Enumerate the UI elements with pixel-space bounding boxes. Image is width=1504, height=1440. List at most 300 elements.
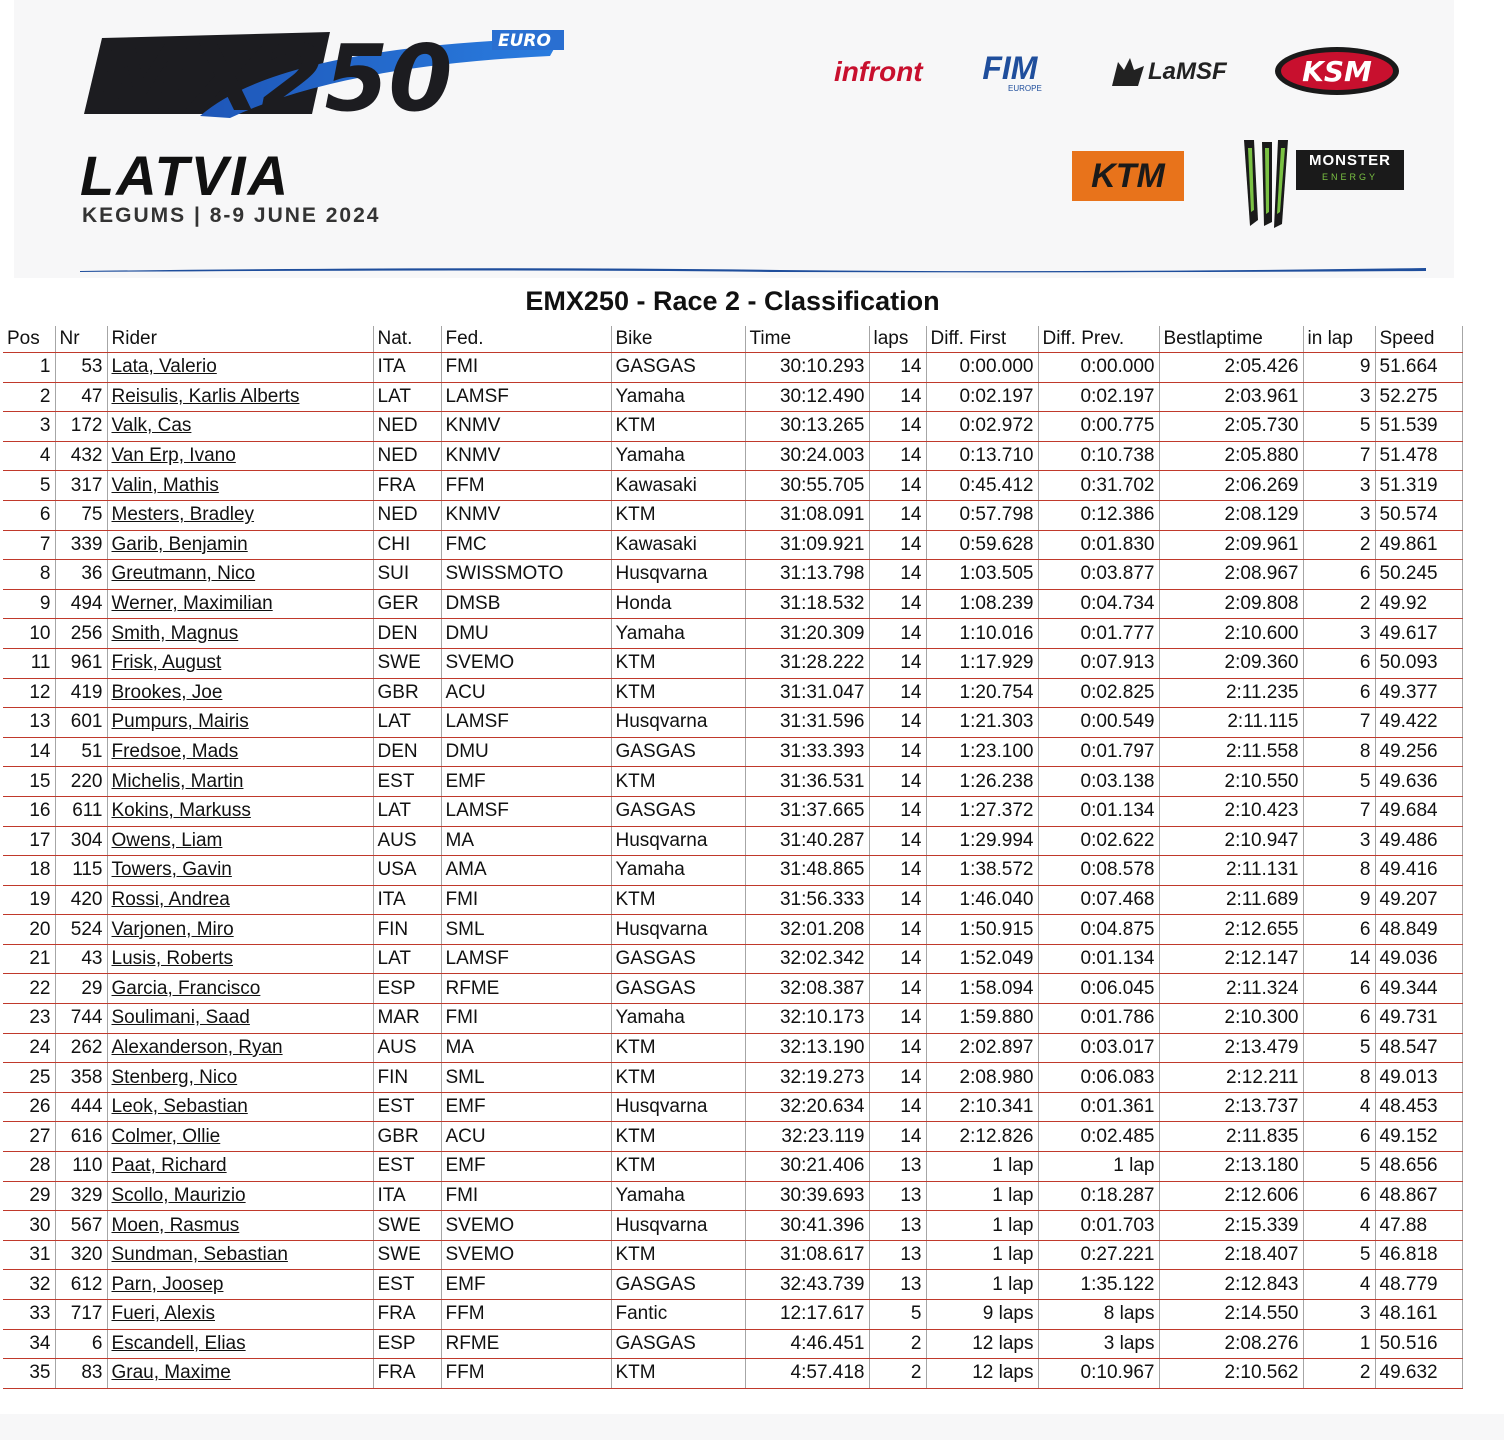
bike-cell: KTM [611,1152,745,1182]
rider-link[interactable]: Parn, Joosep [111,1273,224,1295]
nat-cell: ITA [373,1181,441,1211]
nat-cell: LAT [373,944,441,974]
bestlaptime-cell: 2:13.737 [1159,1092,1303,1122]
table-row [3,1359,1462,1389]
fed-cell: EMF [441,1270,611,1300]
pos-cell: 15 [3,767,55,797]
speed-cell: 47.88 [1375,1211,1462,1241]
pos-cell: 25 [3,1063,55,1093]
diff-first-cell: 1 lap [926,1211,1038,1241]
in-lap-cell: 6 [1303,648,1375,678]
rider-link[interactable]: Van Erp, Ivano [111,445,236,467]
bestlaptime-cell: 2:10.562 [1159,1359,1303,1389]
rider-link[interactable]: Brookes, Joe [111,681,223,703]
time-cell: 31:37.665 [745,796,869,826]
in-lap-cell: 7 [1303,441,1375,471]
bike-cell: KTM [611,412,745,442]
laps-cell: 14 [869,885,926,915]
nat-cell: ITA [373,353,441,383]
fed-cell: KNMV [441,500,611,530]
pos-cell: 28 [3,1152,55,1182]
bike-cell: Husqvarna [611,708,745,738]
nat-cell: FRA [373,471,441,501]
diff-first-cell: 1:58.094 [926,974,1038,1004]
pos-cell: 9 [3,589,55,619]
nr-cell: 420 [55,885,107,915]
table-row [3,826,1462,856]
fed-cell: LAMSF [441,944,611,974]
bike-cell: Kawasaki [611,530,745,560]
diff-first-cell: 1:17.929 [926,648,1038,678]
nat-cell: LAT [373,382,441,412]
rider-link[interactable]: Valin, Mathis [111,474,219,496]
bestlaptime-cell: 2:10.600 [1159,619,1303,649]
diff-prev-cell: 0:01.797 [1038,737,1159,767]
rider-link[interactable]: Mesters, Bradley [111,504,255,526]
sponsor-ksm-logo [1272,44,1402,98]
diff-prev-cell: 0:31.702 [1038,471,1159,501]
lion-icon [1110,56,1146,88]
time-cell: 30:21.406 [745,1152,869,1182]
fed-cell: FMI [441,1004,611,1034]
time-cell: 31:40.287 [745,826,869,856]
nat-cell: FIN [373,915,441,945]
time-cell: 32:13.190 [745,1033,869,1063]
rider-cell [107,412,373,442]
table-row [3,1329,1462,1359]
table-row [3,441,1462,471]
diff-prev-cell: 0:27.221 [1038,1240,1159,1270]
diff-prev-cell: 0:06.045 [1038,974,1159,1004]
fed-cell: RFME [441,1329,611,1359]
rider-link[interactable]: Owens, Liam [111,829,223,851]
fed-cell: MA [441,826,611,856]
nat-cell: FRA [373,1359,441,1389]
bike-cell: Husqvarna [611,560,745,590]
table-row [3,1004,1462,1034]
nr-cell: 256 [55,619,107,649]
diff-prev-cell: 0:08.578 [1038,856,1159,886]
speed-cell: 49.377 [1375,678,1462,708]
nat-cell: AUS [373,826,441,856]
pos-cell: 2 [3,382,55,412]
laps-cell: 2 [869,1329,926,1359]
rider-cell [107,1063,373,1093]
diff-prev-cell: 0:01.134 [1038,944,1159,974]
pos-cell: 31 [3,1240,55,1270]
speed-cell: 49.92 [1375,589,1462,619]
bike-cell: Husqvarna [611,1211,745,1241]
in-lap-cell: 3 [1303,1300,1375,1330]
in-lap-cell: 9 [1303,885,1375,915]
rider-link[interactable]: Reisulis, Karlis Alberts [111,385,300,407]
pos-cell: 16 [3,796,55,826]
nr-cell: 317 [55,471,107,501]
diff-first-cell: 12 laps [926,1329,1038,1359]
in-lap-cell: 4 [1303,1092,1375,1122]
table-row [3,589,1462,619]
table-row [3,915,1462,945]
rider-link[interactable]: Towers, Gavin [111,859,232,881]
bestlaptime-cell: 2:11.115 [1159,708,1303,738]
table-row [3,796,1462,826]
pos-cell: 7 [3,530,55,560]
bike-cell: KTM [611,1122,745,1152]
bike-cell: Yamaha [611,382,745,412]
nr-cell: 444 [55,1092,107,1122]
table-row [3,1152,1462,1182]
pos-cell: 32 [3,1270,55,1300]
bike-cell: GASGAS [611,974,745,1004]
time-cell: 31:28.222 [745,648,869,678]
table-row [3,1181,1462,1211]
bestlaptime-cell: 2:06.269 [1159,471,1303,501]
diff-prev-cell: 0:04.734 [1038,589,1159,619]
bike-cell: Yamaha [611,619,745,649]
nat-cell: DEN [373,737,441,767]
fed-cell: SVEMO [441,1240,611,1270]
diff-first-cell: 1:50.915 [926,915,1038,945]
in-lap-cell: 3 [1303,826,1375,856]
rider-link[interactable]: Soulimani, Saad [111,1007,250,1029]
time-cell: 30:12.490 [745,382,869,412]
rider-link[interactable]: Sundman, Sebastian [111,1244,288,1266]
in-lap-cell: 5 [1303,1240,1375,1270]
table-row [3,353,1462,383]
fed-cell: KNMV [441,441,611,471]
time-cell: 30:39.693 [745,1181,869,1211]
diff-prev-cell: 0:06.083 [1038,1063,1159,1093]
rider-link[interactable]: Kokins, Markuss [111,800,251,822]
time-cell: 31:31.047 [745,678,869,708]
bestlaptime-cell: 2:09.360 [1159,648,1303,678]
laps-cell: 14 [869,530,926,560]
mx250-logo [80,26,570,146]
speed-cell: 49.636 [1375,767,1462,797]
bestlaptime-cell: 2:13.180 [1159,1152,1303,1182]
col-nat: Nat. [373,326,441,353]
bike-cell: Yamaha [611,1181,745,1211]
pos-cell: 11 [3,648,55,678]
nr-cell: 262 [55,1033,107,1063]
monster-name: MONSTER [1309,152,1391,169]
table-row [3,1270,1462,1300]
nat-cell: DEN [373,619,441,649]
diff-prev-cell: 0:00.549 [1038,708,1159,738]
table-row [3,382,1462,412]
laps-cell: 13 [869,1211,926,1241]
rider-link[interactable]: Colmer, Ollie [111,1125,221,1147]
laps-cell: 13 [869,1270,926,1300]
speed-cell: 49.256 [1375,737,1462,767]
rider-cell [107,1152,373,1182]
pos-cell: 6 [3,500,55,530]
rider-cell [107,1004,373,1034]
bike-cell: KTM [611,1240,745,1270]
rider-link[interactable]: Werner, Maximilian [111,593,273,615]
nat-cell: USA [373,856,441,886]
fed-cell: AMA [441,856,611,886]
nr-cell: 494 [55,589,107,619]
speed-cell: 48.849 [1375,915,1462,945]
nr-cell: 110 [55,1152,107,1182]
rider-cell [107,500,373,530]
rider-link[interactable]: Rossi, Andrea [111,888,230,910]
bike-cell: Honda [611,589,745,619]
laps-cell: 14 [869,353,926,383]
speed-cell: 49.617 [1375,619,1462,649]
bike-cell: Husqvarna [611,915,745,945]
bestlaptime-cell: 2:11.324 [1159,974,1303,1004]
rider-cell [107,441,373,471]
col-bike: Bike [611,326,745,353]
rider-link[interactable]: Pumpurs, Mairis [111,711,249,733]
speed-cell: 48.656 [1375,1152,1462,1182]
time-cell: 30:41.396 [745,1211,869,1241]
laps-cell: 14 [869,708,926,738]
nat-cell: ESP [373,974,441,1004]
speed-cell: 48.867 [1375,1181,1462,1211]
in-lap-cell: 1 [1303,1329,1375,1359]
rider-cell [107,737,373,767]
table-row [3,1211,1462,1241]
time-cell: 31:13.798 [745,560,869,590]
diff-first-cell: 1:23.100 [926,737,1038,767]
rider-link[interactable]: Varjonen, Miro [111,918,234,940]
pos-cell: 24 [3,1033,55,1063]
page-title: EMX250 - Race 2 - Classification [525,286,940,316]
rider-cell [107,915,373,945]
bestlaptime-cell: 2:03.961 [1159,382,1303,412]
rider-link[interactable]: Smith, Magnus [111,622,239,644]
pos-cell: 14 [3,737,55,767]
fed-cell: MA [441,1033,611,1063]
speed-cell: 48.547 [1375,1033,1462,1063]
rider-link[interactable]: Frisk, August [111,652,222,674]
rider-cell [107,1300,373,1330]
table-row [3,944,1462,974]
nat-cell: EST [373,1152,441,1182]
in-lap-cell: 2 [1303,1359,1375,1389]
bike-cell: GASGAS [611,1329,745,1359]
laps-cell: 13 [869,1181,926,1211]
speed-cell: 51.664 [1375,353,1462,383]
rider-link[interactable]: Garib, Benjamin [111,533,248,555]
rider-cell [107,796,373,826]
fed-cell: DMU [441,619,611,649]
laps-cell: 14 [869,471,926,501]
in-lap-cell: 2 [1303,589,1375,619]
pos-cell: 23 [3,1004,55,1034]
fed-cell: RFME [441,974,611,1004]
time-cell: 4:57.418 [745,1359,869,1389]
diff-prev-cell: 0:10.967 [1038,1359,1159,1389]
diff-first-cell: 1:27.372 [926,796,1038,826]
rider-cell [107,648,373,678]
time-cell: 32:20.634 [745,1092,869,1122]
speed-cell: 49.684 [1375,796,1462,826]
in-lap-cell: 6 [1303,1122,1375,1152]
speed-cell: 50.245 [1375,560,1462,590]
diff-first-cell: 1 lap [926,1152,1038,1182]
diff-first-cell: 1:26.238 [926,767,1038,797]
in-lap-cell: 6 [1303,974,1375,1004]
laps-cell: 13 [869,1152,926,1182]
nat-cell: SWE [373,648,441,678]
diff-prev-cell: 0:01.134 [1038,796,1159,826]
table-row [3,974,1462,1004]
fed-cell: LAMSF [441,796,611,826]
diff-first-cell: 1:52.049 [926,944,1038,974]
rider-cell [107,1122,373,1152]
bike-cell: Husqvarna [611,826,745,856]
bike-cell: KTM [611,648,745,678]
in-lap-cell: 8 [1303,737,1375,767]
rider-link[interactable]: Stenberg, Nico [111,1066,238,1088]
col-fed: Fed. [441,326,611,353]
diff-first-cell: 1 lap [926,1181,1038,1211]
diff-prev-cell: 0:01.361 [1038,1092,1159,1122]
rider-link[interactable]: Michelis, Martin [111,770,244,792]
table-header-row [3,326,1462,353]
rider-link[interactable]: Fredsoe, Mads [111,741,239,763]
rider-cell [107,619,373,649]
fed-cell: SML [441,1063,611,1093]
laps-cell: 14 [869,796,926,826]
time-cell: 31:33.393 [745,737,869,767]
col-nr: Nr [55,326,107,353]
rider-link[interactable]: Paat, Richard [111,1155,227,1177]
pos-cell: 12 [3,678,55,708]
bike-cell: KTM [611,678,745,708]
fim-sub: EUROPE [1008,84,1042,93]
table-row [3,708,1462,738]
rider-cell [107,944,373,974]
diff-first-cell: 12 laps [926,1359,1038,1389]
bestlaptime-cell: 2:12.147 [1159,944,1303,974]
pos-cell: 34 [3,1329,55,1359]
bike-cell: Yamaha [611,441,745,471]
bestlaptime-cell: 2:09.808 [1159,589,1303,619]
bestlaptime-cell: 2:18.407 [1159,1240,1303,1270]
nat-cell: EST [373,1092,441,1122]
table-row [3,500,1462,530]
bestlaptime-cell: 2:05.426 [1159,353,1303,383]
fed-cell: KNMV [441,412,611,442]
pos-cell: 10 [3,619,55,649]
ksm-name: KSM [1302,55,1372,88]
bestlaptime-cell: 2:12.211 [1159,1063,1303,1093]
laps-cell: 14 [869,441,926,471]
diff-first-cell: 1:38.572 [926,856,1038,886]
pos-cell: 33 [3,1300,55,1330]
rider-link[interactable]: Grau, Maxime [111,1362,231,1384]
fed-cell: SVEMO [441,648,611,678]
rider-link[interactable]: Fueri, Alexis [111,1303,215,1325]
time-cell: 4:46.451 [745,1329,869,1359]
rider-link[interactable]: Alexanderson, Ryan [111,1036,283,1058]
rider-link[interactable]: Valk, Cas [111,415,192,437]
diff-prev-cell: 0:02.485 [1038,1122,1159,1152]
bestlaptime-cell: 2:12.655 [1159,915,1303,945]
event-venue: KEGUMS | 8-9 JUNE 2024 [82,204,381,227]
in-lap-cell: 4 [1303,1270,1375,1300]
table-row [3,471,1462,501]
diff-first-cell: 1:46.040 [926,885,1038,915]
bestlaptime-cell: 2:05.880 [1159,441,1303,471]
rider-link[interactable]: Escandell, Elias [111,1332,246,1354]
rider-link[interactable]: Greutmann, Nico [111,563,256,585]
diff-prev-cell: 0:01.786 [1038,1004,1159,1034]
nr-cell: 75 [55,500,107,530]
time-cell: 31:31.596 [745,708,869,738]
rider-link[interactable]: Scollo, Maurizio [111,1184,246,1206]
nr-cell: 43 [55,944,107,974]
pos-cell: 8 [3,560,55,590]
rider-link[interactable]: Leok, Sebastian [111,1096,248,1118]
speed-cell: 49.416 [1375,856,1462,886]
laps-cell: 14 [869,619,926,649]
rider-link[interactable]: Garcia, Francisco [111,977,261,999]
bestlaptime-cell: 2:11.558 [1159,737,1303,767]
time-cell: 31:18.532 [745,589,869,619]
fed-cell: FMI [441,353,611,383]
fed-cell: EMF [441,1092,611,1122]
nat-cell: LAT [373,796,441,826]
laps-cell: 14 [869,1033,926,1063]
diff-prev-cell: 0:10.738 [1038,441,1159,471]
laps-cell: 14 [869,1063,926,1093]
nr-cell: 83 [55,1359,107,1389]
rider-cell [107,471,373,501]
bike-cell: KTM [611,885,745,915]
nat-cell: SUI [373,560,441,590]
nr-cell: 47 [55,382,107,412]
rider-cell [107,1329,373,1359]
bestlaptime-cell: 2:15.339 [1159,1211,1303,1241]
logo-text: MX250 [98,26,453,132]
table-row [3,1122,1462,1152]
rider-link[interactable]: Lusis, Roberts [111,948,233,970]
diff-first-cell: 2:02.897 [926,1033,1038,1063]
pos-cell: 4 [3,441,55,471]
in-lap-cell: 3 [1303,500,1375,530]
in-lap-cell: 3 [1303,382,1375,412]
fed-cell: FMI [441,1181,611,1211]
time-cell: 31:56.333 [745,885,869,915]
time-cell: 31:08.091 [745,500,869,530]
nat-cell: AUS [373,1033,441,1063]
nr-cell: 53 [55,353,107,383]
nr-cell: 432 [55,441,107,471]
in-lap-cell: 8 [1303,856,1375,886]
in-lap-cell: 5 [1303,412,1375,442]
in-lap-cell: 9 [1303,353,1375,383]
diff-first-cell: 0:13.710 [926,441,1038,471]
bestlaptime-cell: 2:10.300 [1159,1004,1303,1034]
diff-first-cell: 0:45.412 [926,471,1038,501]
table-row [3,412,1462,442]
rider-link[interactable]: Moen, Rasmus [111,1214,240,1236]
diff-prev-cell: 0:03.877 [1038,560,1159,590]
in-lap-cell: 3 [1303,471,1375,501]
col-pos: Pos [3,326,55,353]
rider-link[interactable]: Lata, Valerio [111,356,217,378]
rider-cell [107,1270,373,1300]
time-cell: 31:09.921 [745,530,869,560]
in-lap-cell: 4 [1303,1211,1375,1241]
diff-prev-cell: 8 laps [1038,1300,1159,1330]
